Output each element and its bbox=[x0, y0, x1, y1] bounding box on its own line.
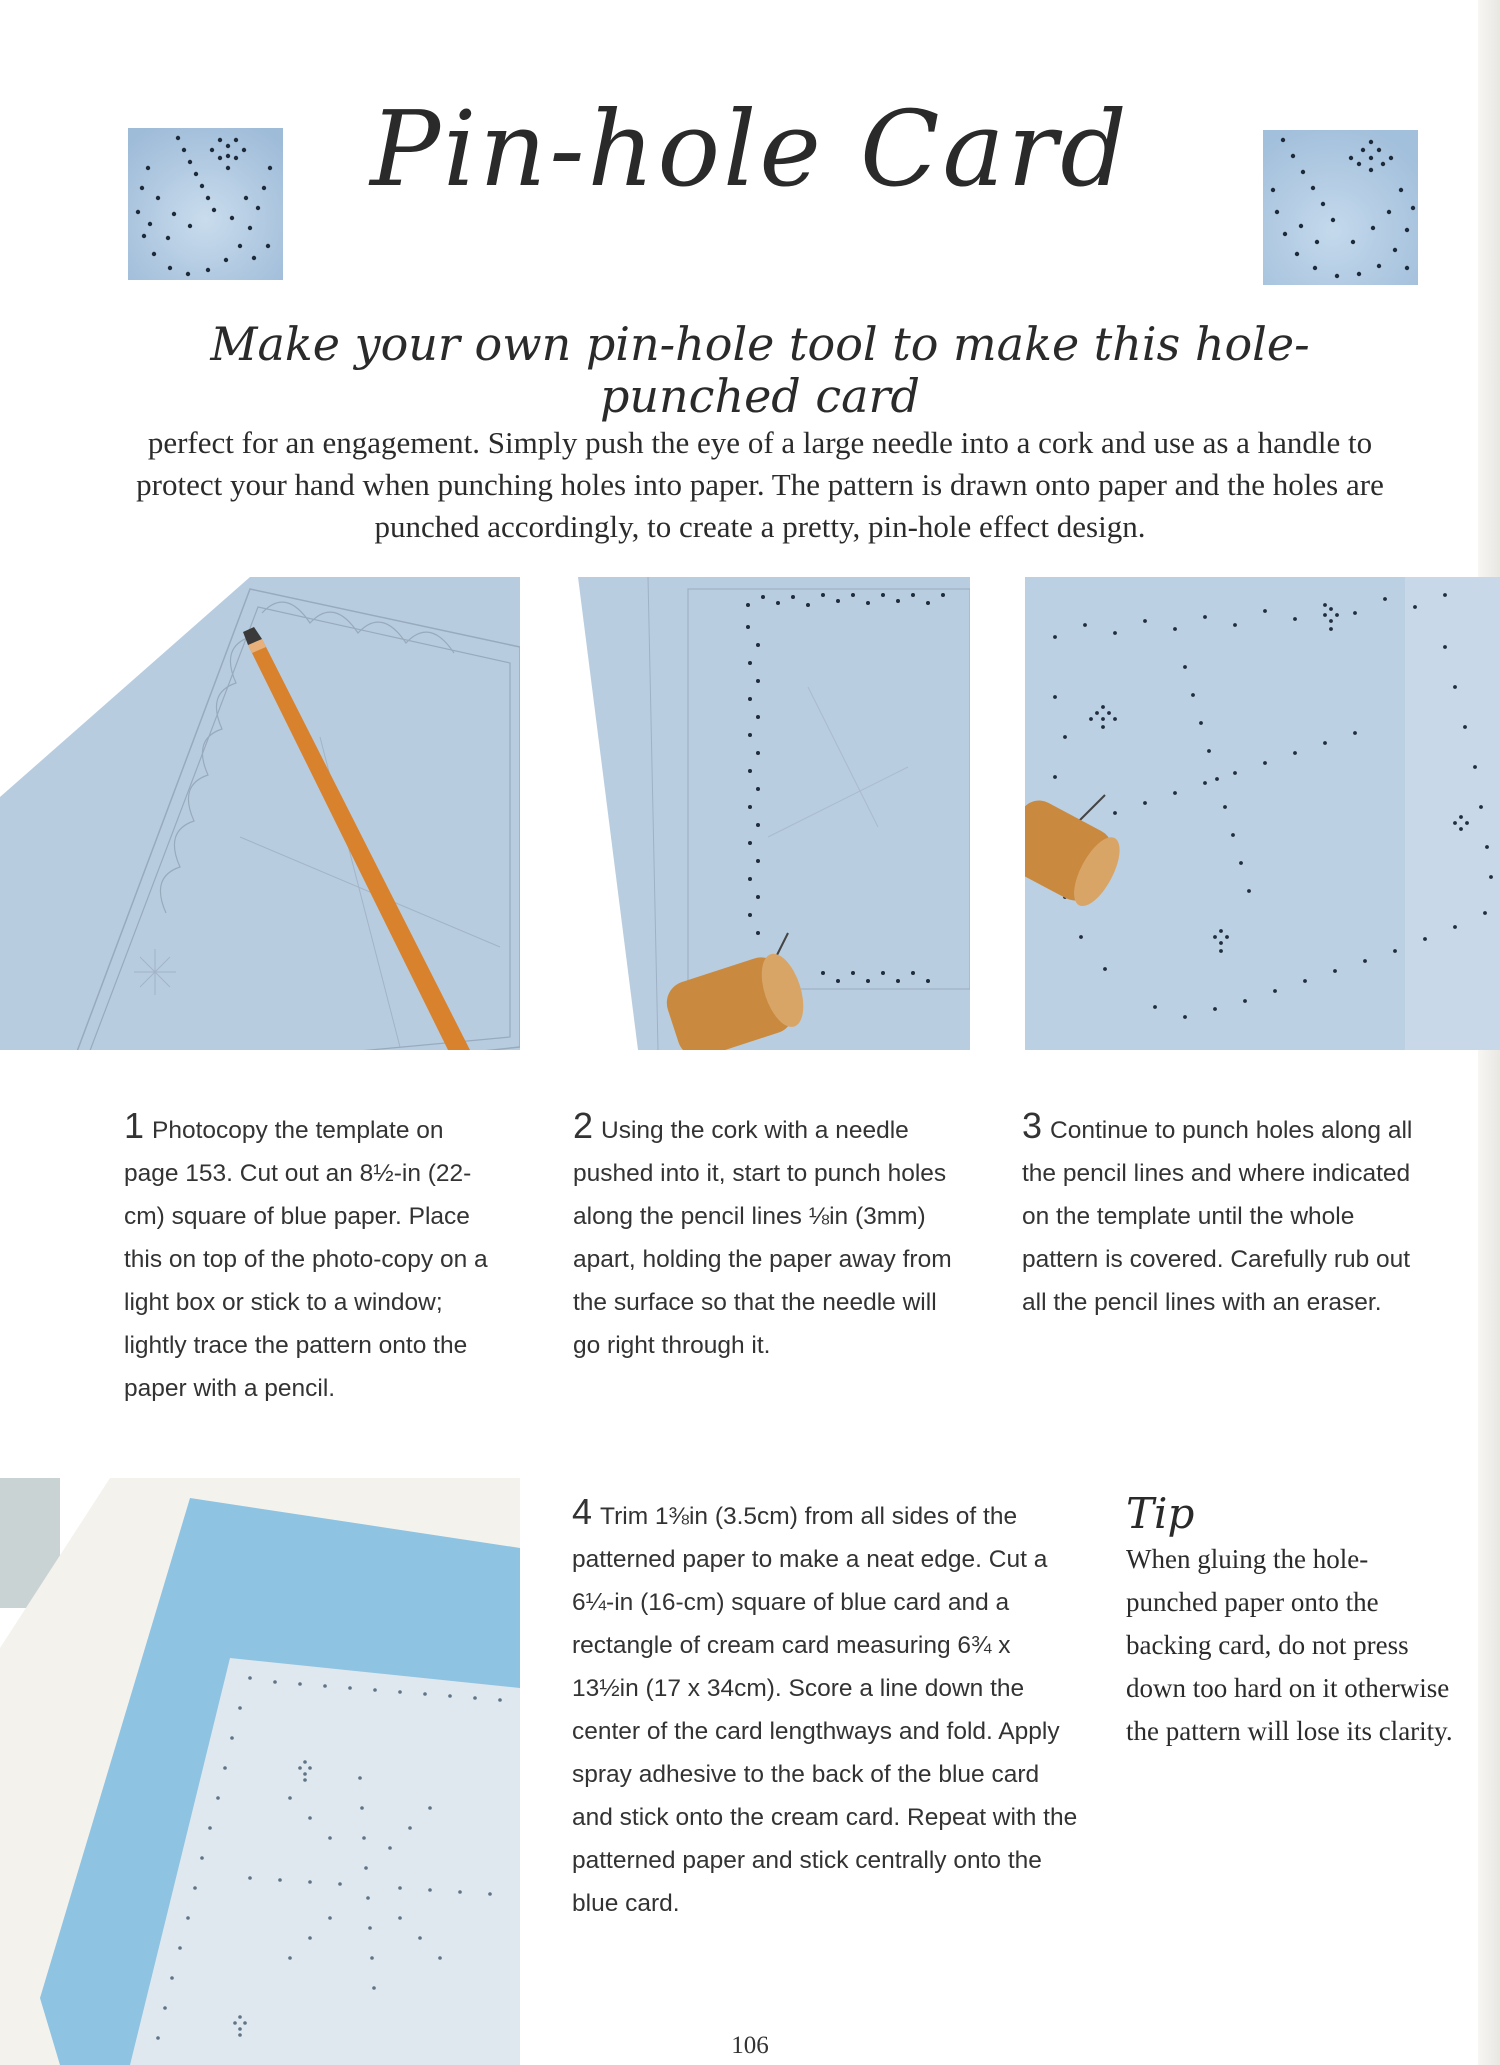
step-4-body: Trim 1⅜in (3.5cm) from all sides of the patterned paper to make a neat edge. Cut a 6¼-in (16-cm) square of blue card and a rectangle of cream card measuring 6¾ x 13½in (17 x 34cm). Score a line down the center of the card lengthways and fold. Apply spray adhesive to the back of the blue card and stick onto the cream card. Repeat with the patterned paper and stick centrally onto the blue card. bbox=[572, 1503, 1078, 1917]
step-3-number: 3 bbox=[1022, 1105, 1043, 1146]
step-1-photo bbox=[0, 577, 520, 1050]
step-4-number: 4 bbox=[572, 1491, 593, 1532]
step-3-photo bbox=[1025, 577, 1500, 1050]
step-2-body: Using the cork with a needle pushed into it, start to punch holes along the pencil lines ⅛in (3mm) apart, holding the paper away from the surface so that the needle will go right through it. bbox=[573, 1117, 952, 1359]
step-1-text bbox=[124, 1104, 504, 1410]
step-2-photo bbox=[578, 577, 970, 1050]
step-3-body: Continue to punch holes along all the pencil lines and where indicated on the template until the whole pattern is covered. Carefully rub out all the pencil lines with an eraser. bbox=[1022, 1117, 1413, 1316]
tip-text: When gluing the hole-punched paper onto the backing card, do not press down too hard on it otherwise the pattern will lose its clarity. bbox=[1126, 1544, 1453, 1746]
intro-paragraph bbox=[120, 318, 1400, 548]
step-4-photo bbox=[0, 1478, 520, 2065]
step-1-body: Photocopy the template on page 153. Cut out an 8½-in (22-cm) square of blue paper. Place this on top of the photo-copy on a light box or stick to a window; lightly trace the pattern onto the paper with a pencil. bbox=[124, 1117, 488, 1402]
step-3-text bbox=[1022, 1104, 1432, 1324]
page-number: 106 bbox=[731, 2032, 769, 2059]
tip-title: Tip bbox=[1126, 1489, 1195, 1538]
intro-body: perfect for an engagement. Simply push the eye of a large needle into a cork and use as a handle to protect your hand when punching holes into paper. The pattern is drawn onto paper and the holes are punched accordingly, to create a pretty, pin-hole effect design. bbox=[136, 425, 1384, 544]
page-title: Pin-hole Card bbox=[370, 88, 1130, 210]
step-4-text bbox=[572, 1490, 1082, 1925]
tip-box bbox=[1126, 1490, 1456, 1753]
intro-lead: Make your own pin-hole tool to make this hole-punched card bbox=[210, 317, 1310, 423]
step-2-number: 2 bbox=[573, 1105, 594, 1146]
step-1-number: 1 bbox=[124, 1105, 145, 1146]
step-2-text bbox=[573, 1104, 965, 1367]
